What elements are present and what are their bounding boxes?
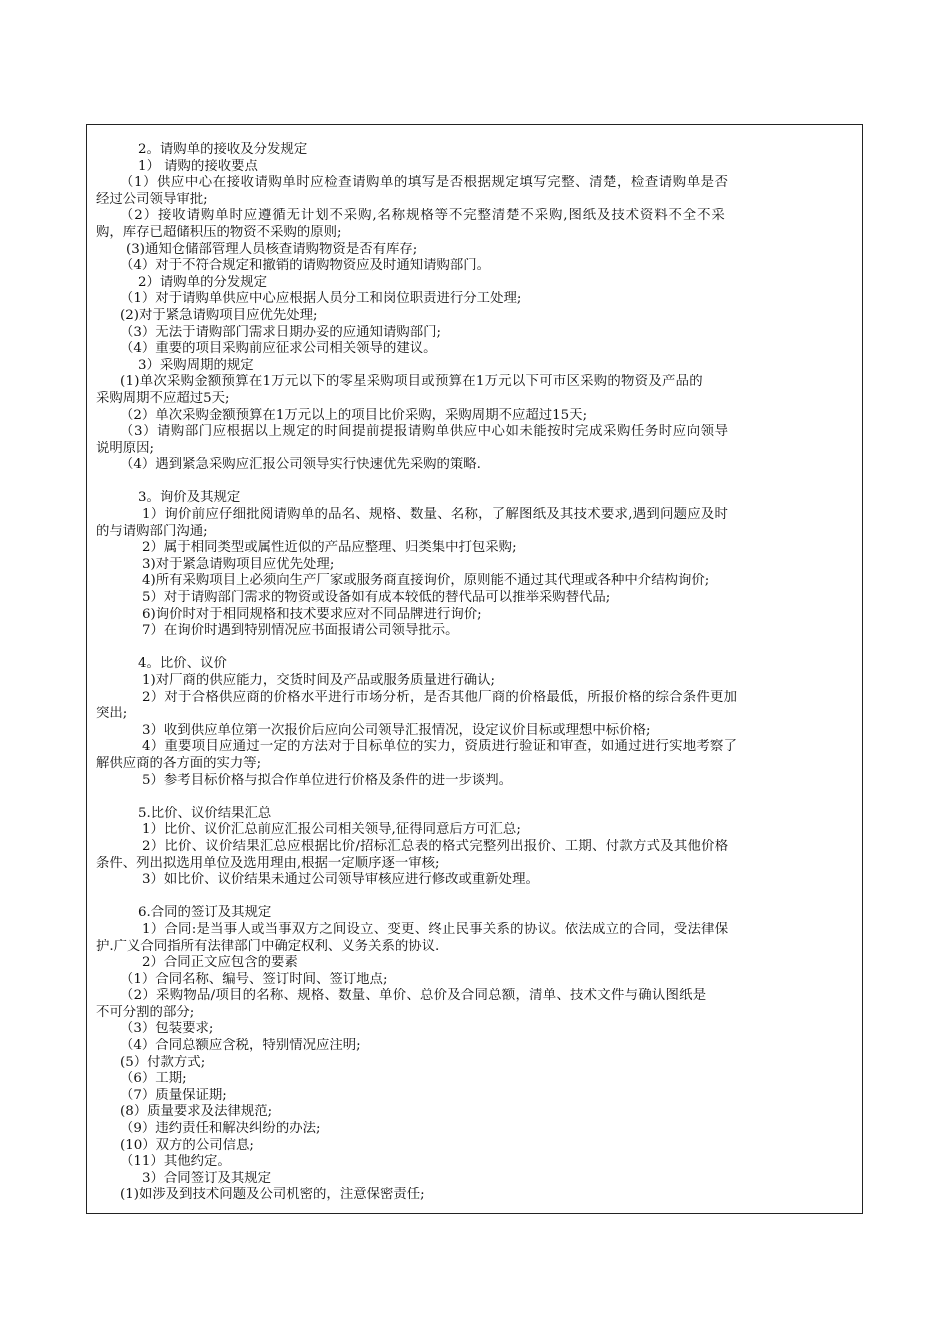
list-item: （4）对于不符合规定和撤销的请购物资应及时通知请购部门。	[120, 258, 491, 274]
list-item: （9）违约责任和解决纠纷的办法;	[120, 1121, 321, 1137]
section-6-heading: 6.合同的签订及其规定	[138, 905, 272, 921]
paragraph-line: 采购周期不应超过5天;	[96, 390, 230, 406]
list-item: （3）包装要求;	[120, 1021, 214, 1037]
spacer	[96, 789, 857, 806]
section-3-heading: 3。询价及其规定	[138, 490, 241, 506]
paragraph-line: 不可分割的部分;	[96, 1004, 195, 1020]
paragraph-line: 的与请购部门沟通;	[96, 523, 208, 539]
spacer	[96, 889, 857, 906]
paragraph-line: 2）对于合格供应商的价格水平进行市场分析，是否其他厂商的价格最低，所报价格的综合条件更加	[142, 689, 738, 705]
list-item: （2）单次采购金额预算在1万元以上的项目比价采购，采购周期不应超过15天;	[120, 407, 588, 423]
list-item: 3）如比价、议价结果未通过公司领导审核应进行修改或重新处理。	[142, 872, 539, 888]
list-item: 7）在询价时遇到特别情况应书面报请公司领导批示。	[142, 623, 459, 639]
paragraph-line: 解供应商的各方面的实力等;	[96, 755, 262, 771]
paragraph-line: 1）询价前应仔细批阅请购单的品名、规格、数量、名称，了解图纸及其技术要求,遇到问题应及时	[142, 507, 729, 523]
list-item: （4）合同总额应含税，特别情况应注明;	[120, 1038, 361, 1054]
list-item: （1）合同名称、编号、签订时间、签订地点;	[120, 971, 388, 987]
section-2-heading: 2。请购单的接收及分发规定	[138, 142, 308, 157]
list-item: 5）对于请购部门需求的物资或设备如有成本较低的替代品可以推举采购替代品;	[142, 590, 611, 606]
list-item: (1)如涉及到技术问题及公司机密的，注意保密责任;	[120, 1187, 425, 1203]
paragraph-line: （2）采购物品/项目的名称、规格、数量、单价、总价及合同总额，清单、技术文件与确认图纸是	[120, 988, 707, 1004]
paragraph-line: （3）请购部门应根据以上规定的时间提前提报请购单供应中心如未能按时完成采购任务时应向领导	[120, 424, 729, 440]
paragraph-line: （1）供应中心在接收请购单时应检查请购单的填写是否根据规定填写完整、清楚，检查请购单是否	[120, 175, 729, 191]
list-item: 3）收到供应单位第一次报价后应向公司领导汇报情况，设定议价目标或理想中标价格;	[142, 722, 651, 738]
paragraph-line: 说明原因;	[96, 440, 155, 456]
list-item: 3)对于紧急请购项目应优先处理;	[142, 556, 335, 572]
list-item: (8）质量要求及法律规范;	[120, 1104, 273, 1120]
list-item: （1）对于请购单供应中心应根据人员分工和岗位职责进行分工处理;	[120, 291, 522, 307]
paragraph-line: 经过公司领导审批;	[96, 191, 208, 207]
list-item: 5）参考目标价格与拟合作单位进行价格及条件的进一步谈判。	[142, 772, 513, 788]
list-item: 2）属于相同类型或属性近似的产品应整理、归类集中打包采购;	[142, 540, 517, 556]
paragraph-line: 2）比价、议价结果汇总应根据比价/招标汇总表的格式完整列出报价、工期、付款方式及其他价格	[142, 838, 729, 854]
paragraph-line: 1）合同:是当事人或当事双方之间设立、变更、终止民事关系的协议。依法成立的合同，受法律保	[142, 921, 729, 937]
list-item: （4）遇到紧急采购应汇报公司领导实行快速优先采购的策略.	[120, 457, 481, 473]
section-4-heading: 4。比价、议价	[138, 656, 227, 672]
list-item: （6）工期;	[120, 1071, 187, 1087]
paragraph-line: 条件、列出拟选用单位及选用理由,根据一定顺序逐一审核;	[96, 855, 440, 871]
subheading: 2）合同正文应包含的要素	[142, 955, 298, 971]
subheading: 3）采购周期的规定	[138, 357, 254, 373]
spacer	[96, 640, 857, 657]
list-item: 1)对厂商的供应能力，交货时间及产品或服务质量进行确认;	[142, 673, 496, 688]
subheading: 3）合同签订及其规定	[142, 1170, 272, 1186]
document-table-cell	[86, 124, 863, 1214]
paragraph-line: (1)单次采购金额预算在1万元以下的零星采购项目或预算在1万元以下可市区采购的物资及产品的	[120, 374, 703, 390]
list-item: （11）其他约定。	[120, 1154, 231, 1170]
list-item: 1）比价、议价汇总前应汇报公司相关领导,征得同意后方可汇总;	[142, 822, 521, 838]
list-item: （4）重要的项目采购前应征求公司相关领导的建议。	[120, 341, 437, 357]
subheading: 2）请购单的分发规定	[138, 274, 268, 290]
paragraph-line: 4）重要项目应通过一定的方法对于目标单位的实力，资质进行验证和审查，如通过进行实地考察了	[142, 739, 738, 755]
list-item: （3）无法于请购部门需求日期办妥的应通知请购部门;	[120, 324, 442, 340]
section-5-heading: 5.比价、议价结果汇总	[138, 805, 272, 821]
spacer	[96, 474, 857, 491]
paragraph-line: 突出;	[96, 706, 128, 722]
list-item: 4)所有采购项目上必须向生产厂家或服务商直接询价，原则能不通过其代理或各种中介结构询价;	[142, 573, 710, 589]
list-item: (3)通知仓储部管理人员核查请购物资是否有库存;	[126, 241, 418, 257]
document-body	[96, 142, 857, 1204]
list-item: 6)询价时对于相同规格和技术要求应对不同品牌进行询价;	[142, 606, 482, 622]
paragraph-line: 购，库存已超储积压的物资不采购的原则;	[96, 224, 342, 240]
subheading: 1） 请购的接收要点	[138, 158, 258, 174]
list-item: （7）质量保证期;	[120, 1087, 227, 1103]
list-item: (2)对于紧急请购项目应优先处理;	[120, 307, 318, 323]
paragraph-line: （2）接收请购单时应遵循无计划不采购,名称规格等不完整清楚不采购,图纸及技术资料不全不采	[120, 208, 726, 224]
list-item: (10）双方的公司信息;	[120, 1137, 254, 1153]
paragraph-line: 护.广义合同指所有法律部门中确定权利、义务关系的协议.	[96, 938, 440, 954]
list-item: (5）付款方式;	[120, 1054, 206, 1070]
